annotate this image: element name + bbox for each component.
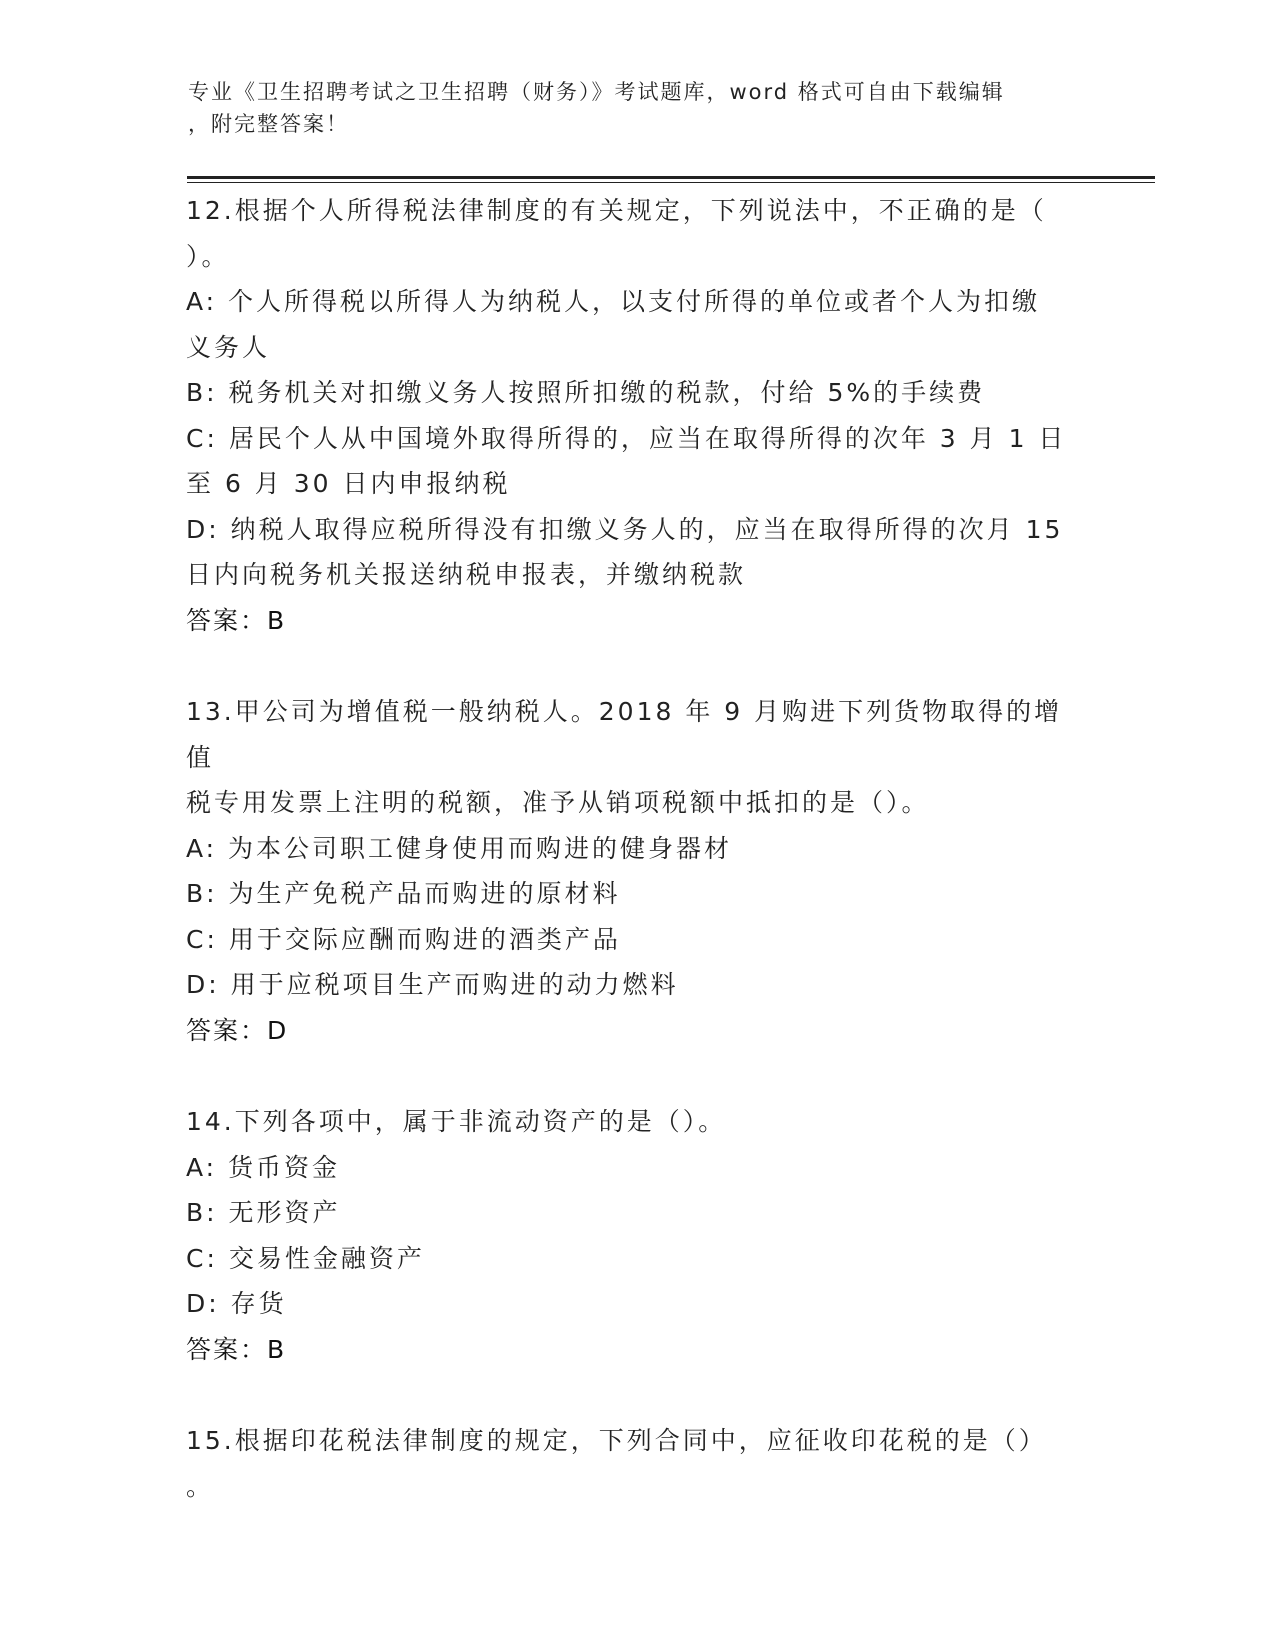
answer-key: 答案：B [186, 605, 287, 635]
answer-option [186, 1145, 1086, 1191]
answer-option-line: A: 为本公司职工健身使用而购进的健身器材 [186, 833, 733, 863]
answer-option [186, 917, 1086, 963]
question-block [186, 1099, 1086, 1372]
question-stem-line: 12.根据个人所得税法律制度的有关规定，下列说法中，不正确的是（ [186, 196, 1047, 225]
answer-option-line: D: 纳税人取得应税所得没有扣缴义务人的，应当在取得所得的次月 15 [186, 514, 1064, 544]
question-stem-line: 13.甲公司为增值税一般纳税人。2018 年 9 月购进下列货物取得的增值 [186, 697, 1063, 772]
answer-key: 答案：B [186, 1334, 287, 1364]
answer-option-line: C: 用于交际应酬而购进的酒类产品 [186, 924, 621, 954]
answer-option [186, 1236, 1086, 1282]
question-stem-line: 14.下列各项中，属于非流动资产的是（）。 [186, 1107, 727, 1136]
answer-option-line: B: 税务机关对扣缴义务人按照所扣缴的税款，付给 5%的手续费 [186, 378, 986, 407]
question-stem-line: ）。 [186, 241, 230, 271]
answer-option [186, 871, 1086, 917]
answer-option-line: 日内向税务机关报送纳税申报表，并缴纳税款 [186, 560, 747, 589]
answer-option-line: 至 6 月 30 日内申报纳税 [186, 469, 511, 498]
answer-option-line: B: 无形资产 [186, 1198, 341, 1227]
header-line: ，附完整答案！ [188, 112, 349, 136]
answer-option [186, 1281, 1086, 1327]
answer-option [186, 416, 1086, 507]
answer-option [186, 962, 1086, 1008]
answer-option-line: B: 为生产免税产品而购进的原材料 [186, 879, 621, 908]
question-block [186, 188, 1086, 643]
header-line: 专业《卫生招聘考试之卫生招聘（财务）》考试题库，word 格式可自由下载编辑 [188, 80, 1005, 104]
answer-option [186, 370, 1086, 416]
answer-option-line: C: 交易性金融资产 [186, 1243, 425, 1273]
question-stem-line: 15.根据印花税法律制度的规定，下列合同中，应征收印花税的是（） [186, 1426, 1047, 1455]
document-header [188, 76, 1068, 140]
answer-option-line: C: 居民个人从中国境外取得所得的，应当在取得所得的次年 3 月 1 日 [186, 423, 1067, 453]
answer-option [186, 826, 1086, 872]
answer-option [186, 1190, 1086, 1236]
answer-option-line: D: 存货 [186, 1289, 287, 1318]
answer-option [186, 279, 1086, 370]
answer-option-line: D: 用于应税项目生产而购进的动力燃料 [186, 970, 679, 999]
question-block [186, 689, 1086, 1053]
question-block [186, 1418, 1086, 1509]
answer-option-line: A: 个人所得税以所得人为纳税人，以支付所得的单位或者个人为扣缴 [186, 287, 1041, 316]
answer-option-line: A: 货币资金 [186, 1152, 341, 1182]
answer-option [186, 507, 1086, 598]
header-rule-thick [187, 176, 1155, 179]
question-stem-line: 。 [186, 1471, 215, 1501]
question-list [186, 188, 1086, 1509]
answer-option-line: 义务人 [186, 332, 271, 362]
question-stem-line: 税专用发票上注明的税额，准予从销项税额中抵扣的是（）。 [186, 788, 930, 817]
answer-key: 答案：D [186, 1015, 289, 1045]
header-rule-thin [187, 182, 1155, 183]
